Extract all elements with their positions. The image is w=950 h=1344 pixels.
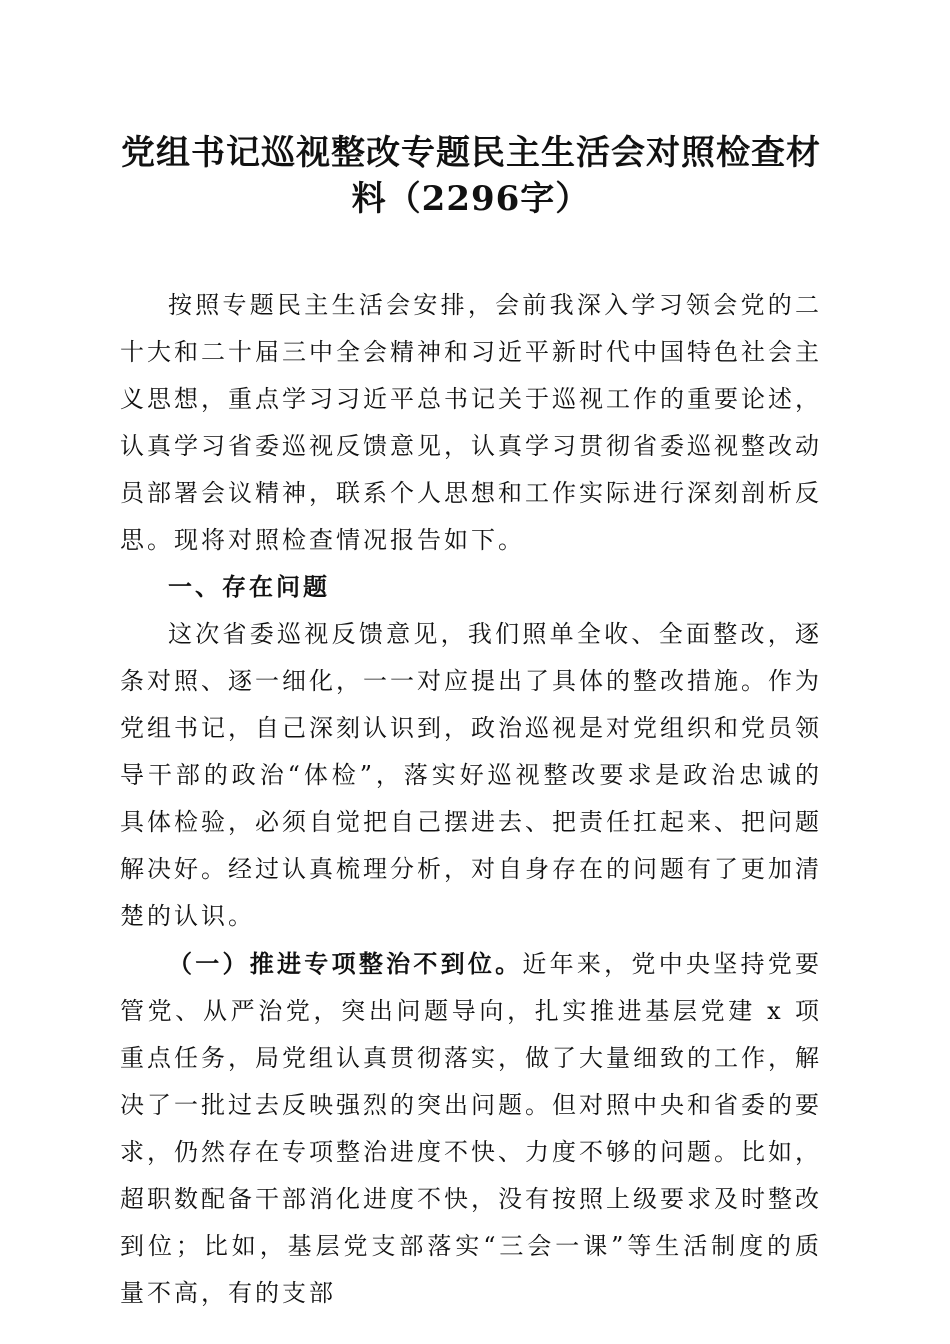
document-title: 党组书记巡视整改专题民主生活会对照检查材料（2296字） (121, 133, 821, 219)
item-1-paragraph (120, 940, 822, 1317)
problems-paragraph: 这次省委巡视反馈意见，我们照单全收、全面整改，逐条对照、逐一细化，一一对应提出了具体的整改措施。作为党组书记，自己深刻认识到，政治巡视是对党组织和党员领导干部的政治“体检”，落实好巡视整改要求是政治忠诚的具体检验，必须自觉把自己摆进去、把责任扛起来、把问题解决好。经过认真梳理分析，对自身存在的问题有了更加清楚的认识。 (120, 620, 822, 930)
intro-paragraph: 按照专题民主生活会安排，会前我深入学习领会党的二十大和二十届三中全会精神和习近平新时代中国特色社会主义思想，重点学习习近平总书记关于巡视工作的重要论述，认真学习省委巡视反馈意见，认真学习贯彻省委巡视整改动员部署会议精神，联系个人思想和工作实际进行深刻剖析反思。现将对照检查情况报告如下。 (120, 291, 822, 554)
item-1-text: 近年来，党中央坚持党要管党、从严治党，突出问题导向，扎实推进基层党建 x 项重点任务，局党组认真贯彻落实，做了大量细致的工作，解决了一批过去反映强烈的突出问题。但对照中央和省委的要求，仍然存在专项整治进度不快、力度不够的问题。比如，超职数配备干部消化进度不快，没有按照上级要求及时整改到位；比如，基层党支部落实“三会一课”等生活制度的质量不高，有的支部 (120, 950, 822, 1307)
item-1-lead: （一）推进专项整治不到位。 (168, 949, 523, 978)
document-body (120, 282, 822, 1317)
section-heading-problems: 一、存在问题 (168, 573, 330, 601)
